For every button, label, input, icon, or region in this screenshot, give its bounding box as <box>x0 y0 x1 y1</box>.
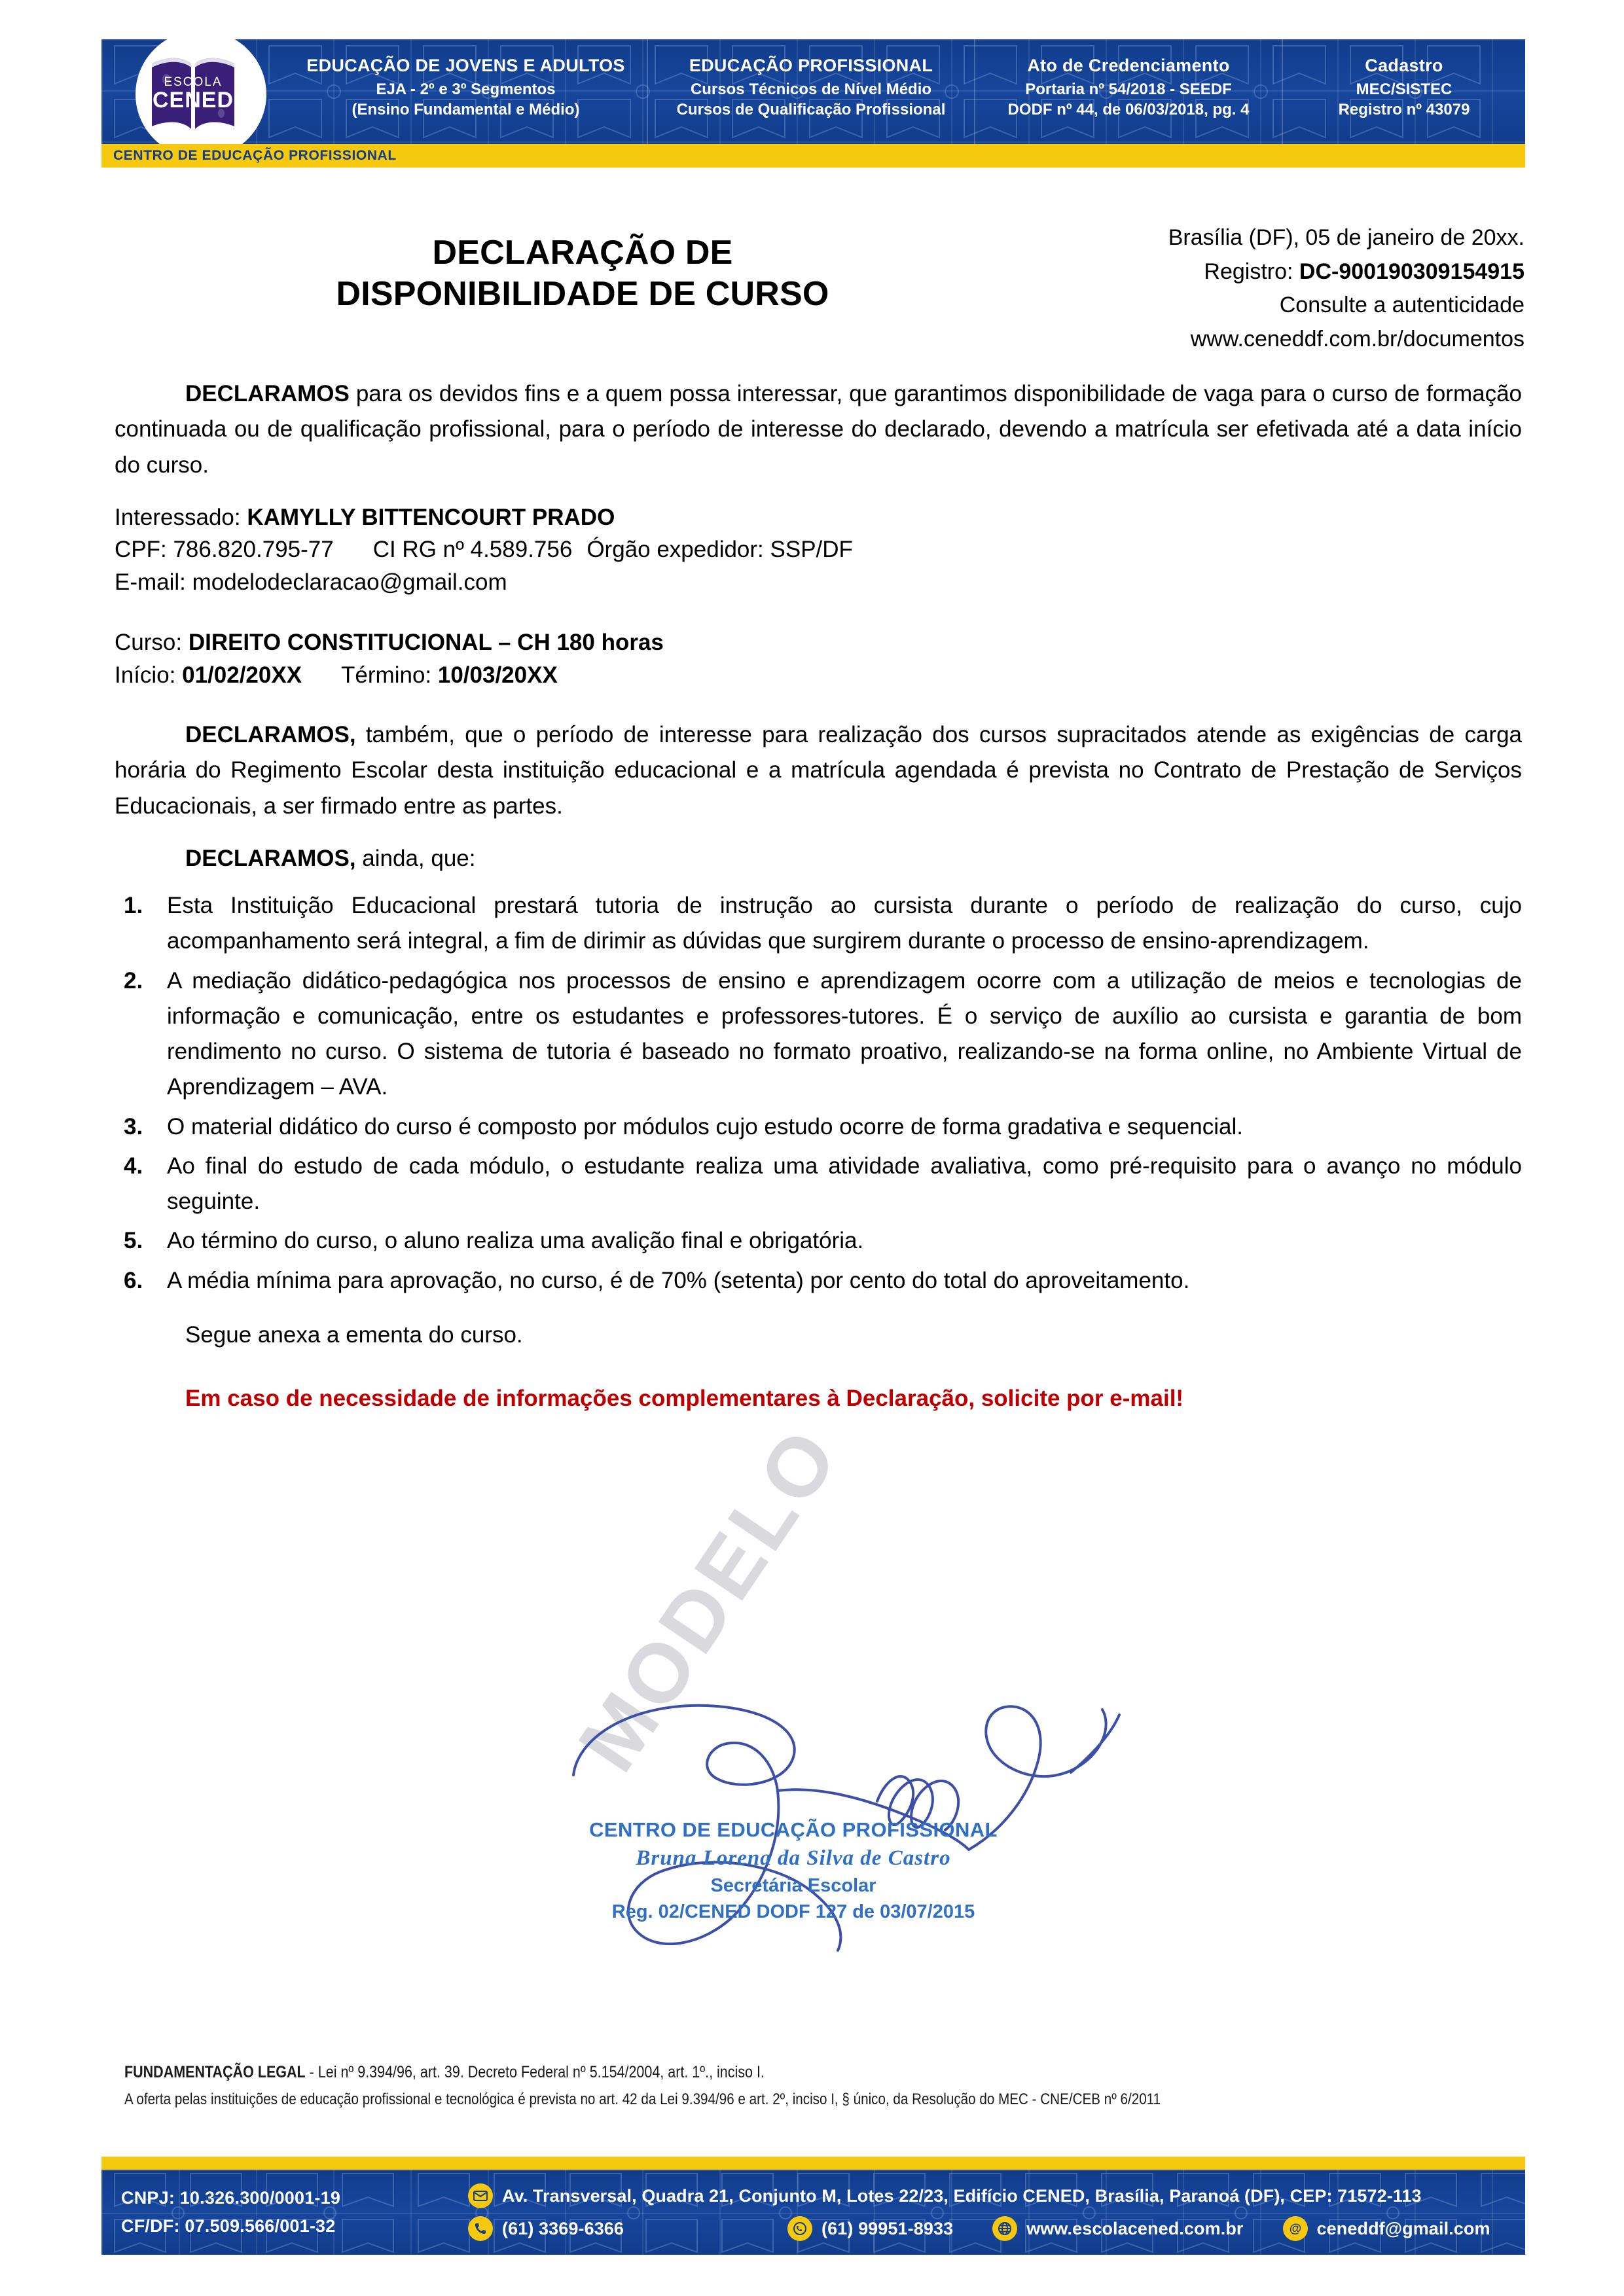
list-item: Ao final do estudo de cada módulo, o estudante realiza uma atividade avaliativa, como pré-requisito para o avanço no módulo seguinte. <box>167 1153 1522 1215</box>
globe-icon <box>992 2216 1017 2241</box>
modelo-watermark: MODELO <box>560 1410 857 1788</box>
registro-value: DC-900190309154915 <box>1299 259 1525 284</box>
email-label: E-mail: <box>115 569 192 596</box>
footer-website: www.escolacened.com.br <box>1026 2218 1244 2238</box>
footer-row-channels <box>468 2216 1506 2241</box>
footer-whatsapp: (61) 99951-8933 <box>821 2218 954 2238</box>
header-column-credenciamento <box>975 39 1283 144</box>
course-start-value: 01/02/20XX <box>182 662 302 688</box>
official-stamp <box>551 1818 1036 1923</box>
interested-name: KAMYLLY BITTENCOURT PRADO <box>247 504 615 530</box>
footer-email-item[interactable] <box>1283 2216 1490 2241</box>
header-eja-line2: (Ensino Fundamental e Médio) <box>352 100 580 118</box>
alert-note: Em caso de necessidade de informações complementares à Declaração, solicite por e-mail! <box>185 1386 1184 1412</box>
signature-area <box>511 1410 1165 1970</box>
registro-line <box>948 255 1525 289</box>
course-dates-line <box>115 659 1522 692</box>
interested-doc-line <box>115 533 1522 566</box>
stamp-registration: Reg. 02/CENED DODF 127 de 03/07/2015 <box>611 1901 975 1922</box>
header-yellow-strip <box>101 144 1525 168</box>
legal-line-1-rest: - Lei nº 9.394/96, art. 39. Decreto Federal nº 5.154/2004, art. 1º., inciso I. <box>305 2063 765 2081</box>
course-name-line <box>115 626 1522 659</box>
header-cad-title: Cadastro <box>1365 55 1443 75</box>
at-sign-icon <box>1283 2216 1308 2241</box>
footer-cfdf: CF/DF: 07.509.566/001-32 <box>121 2216 336 2236</box>
header-cad-line2: Registro nº 43079 <box>1338 100 1470 118</box>
stamp-role: Secretária Escolar <box>710 1874 876 1896</box>
rg-label: CI RG nº <box>372 537 471 563</box>
footer-cnpj: CNPJ: 10.326.300/0001-19 <box>121 2188 341 2208</box>
legal-line-1 <box>124 2062 1318 2083</box>
email-value: modelodeclaracao@gmail.com <box>192 569 507 596</box>
open-book-icon <box>148 53 238 133</box>
school-logo <box>101 39 285 144</box>
course-end-value: 10/03/20XX <box>437 662 558 688</box>
list-item: A média mínima para aprovação, no curso, é de 70% (setenta) por cento do total do aproveitamento. <box>167 1267 1190 1293</box>
header-prof-line2: Cursos de Qualificação Profissional <box>676 100 946 118</box>
footer-whatsapp-item[interactable] <box>787 2216 953 2241</box>
footer-address-item <box>468 2183 1422 2208</box>
list-item: Ao término do curso, o aluno realiza uma avalição final e obrigatória. <box>167 1228 864 1254</box>
header-column-eja <box>285 39 648 144</box>
paragraph-2-lead: DECLARAMOS, <box>185 722 356 748</box>
legal-footnote <box>124 2062 1512 2110</box>
stamp-institution: CENTRO DE EDUCAÇÃO PROFISSIONAL <box>589 1818 998 1841</box>
course-block <box>115 626 1522 691</box>
logo-line2: CENED <box>152 88 234 113</box>
page-title-line1: DECLARAÇÃO DE <box>432 234 733 272</box>
cpf-value: 786.820.795-77 <box>173 537 334 563</box>
issuer-label: Órgão expedidor: <box>586 537 770 563</box>
footer-website-item[interactable] <box>992 2216 1243 2241</box>
header-banner <box>101 39 1525 144</box>
svg-text:@: @ <box>1289 2222 1301 2236</box>
whatsapp-icon <box>787 2216 812 2241</box>
footer-row-address <box>468 2183 1506 2208</box>
header-eja-line1: EJA - 2º e 3º Segmentos <box>376 80 556 98</box>
phone-icon <box>468 2216 493 2241</box>
closing-note: Segue anexa a ementa do curso. <box>185 1321 523 1348</box>
course-label: Curso: <box>115 629 189 655</box>
stamp-person-name: Bruna Lorena da Silva de Castro <box>636 1846 951 1870</box>
paragraph-1 <box>115 376 1522 483</box>
paragraph-3-text: ainda, que: <box>355 845 476 871</box>
course-name: DIREITO CONSTITUCIONAL – CH 180 horas <box>188 629 664 655</box>
cpf-label: CPF: <box>115 537 173 563</box>
authenticity-note: Consulte a autenticidade <box>1279 293 1525 318</box>
interested-name-line <box>115 501 1522 534</box>
issuer-value: SSP/DF <box>770 537 853 563</box>
paragraph-2-text: também, que o período de interesse para realização dos cursos supracitados atende as exigências de carga horária do Regimento Escolar desta instituição educacional e a matrícula agendada é prevista no Contrato de Prestação de Serviços Educacionais, a ser firmado entre as partes. <box>115 722 1522 819</box>
header-ato-line2: DODF nº 44, de 06/03/2018, pg. 4 <box>1007 100 1250 118</box>
paragraph-1-text: para os devidos fins e a quem possa interessar, que garantimos disponibilidade de vaga para o curso de formação continuada ou de qualificação profissional, para o período de interesse do declarado, devendo a matrícula ser efetivada até a data início do curso. <box>115 381 1522 478</box>
page-title-line2: DISPONIBILIDADE DE CURSO <box>336 275 829 314</box>
interested-party-block <box>115 501 1522 599</box>
rg-value: 4.589.756 <box>470 537 573 563</box>
document-body <box>115 376 1522 1414</box>
logo-line1: ESCOLA <box>164 75 223 89</box>
envelope-icon <box>468 2183 493 2208</box>
header-ato-line1: Portaria nº 54/2018 - SEEDF <box>1025 80 1232 98</box>
footer-banner <box>101 2170 1525 2255</box>
list-item: Esta Instituição Educacional prestará tutoria de instrução ao cursista durante o período de realização do curso, cujo acompanhamento será integral, a fim de dirimir as dúvidas que surgirem durante o processo de ensino-aprendizagem. <box>167 893 1522 954</box>
registration-block <box>948 221 1525 357</box>
paragraph-3 <box>115 841 1522 876</box>
footer-address: Av. Transversal, Quadra 21, Conjunto M, Lotes 22/23, Edifício CENED, Brasília, Paranoá (DF), CEP: 71572-113 <box>502 2185 1422 2206</box>
handwritten-signature-icon <box>511 1662 1165 1970</box>
registro-label: Registro: <box>1204 259 1299 284</box>
header-prof-title: EDUCAÇÃO PROFISSIONAL <box>689 55 933 75</box>
paragraph-2 <box>115 717 1522 824</box>
footer-phone-item[interactable] <box>468 2216 624 2241</box>
footer-yellow-strip <box>101 2157 1525 2170</box>
header-column-cadastro <box>1283 39 1525 144</box>
course-end-label: Término: <box>341 662 438 688</box>
list-item: O material didático do curso é composto por módulos cujo estudo ocorre de forma gradativa e sequencial. <box>167 1113 1243 1139</box>
interested-label: Interessado: <box>115 504 247 530</box>
legal-strong-label: FUNDAMENTAÇÃO LEGAL <box>124 2063 306 2081</box>
header-yellow-text: CENTRO DE EDUCAÇÃO PROFISSIONAL <box>113 148 397 163</box>
footer-company-ids <box>121 2188 468 2236</box>
course-start-label: Início: <box>115 662 183 688</box>
paragraph-1-lead: DECLARAMOS <box>185 381 350 406</box>
declaration-items-list <box>115 888 1522 1299</box>
header-cad-line1: MEC/SISTEC <box>1356 80 1453 98</box>
footer-email: ceneddf@gmail.com <box>1316 2218 1490 2238</box>
legal-line-2: A oferta pelas instituições de educação profissional e tecnológica é prevista no art. 42 da Lei 9.394/96 e art. 2º, inciso I, § único, da Resolução do MEC - CNE/CEB nº 6/2011 <box>124 2090 1161 2108</box>
list-item: A mediação didático-pedagógica nos processos de ensino e aprendizagem ocorre com a utilização de meios e tecnologias de informação e comunicação, entre os estudantes e professores-tutores. É o serviço de auxílio ao cursista e garantia de bom rendimento no curso. O sistema de tutoria é baseado no formato proativo, realizando-se na forma online, no Ambiente Virtual de Aprendizagem – AVA. <box>167 967 1522 1100</box>
footer-contacts <box>468 2183 1506 2241</box>
header-prof-line1: Cursos Técnicos de Nível Médio <box>690 80 932 98</box>
header-column-profissional <box>648 39 975 144</box>
page-title <box>249 232 916 315</box>
place-date: Brasília (DF), 05 de janeiro de 20xx. <box>1168 225 1525 250</box>
header-ato-title: Ato de Credenciamento <box>1027 55 1230 75</box>
header-eja-title: EDUCAÇÃO DE JOVENS E ADULTOS <box>306 55 625 75</box>
footer-phone: (61) 3369-6366 <box>502 2218 624 2238</box>
authenticity-url: www.ceneddf.com.br/documentos <box>1190 327 1525 352</box>
interested-email-line <box>115 566 1522 599</box>
paragraph-3-lead: DECLARAMOS, <box>185 845 356 871</box>
